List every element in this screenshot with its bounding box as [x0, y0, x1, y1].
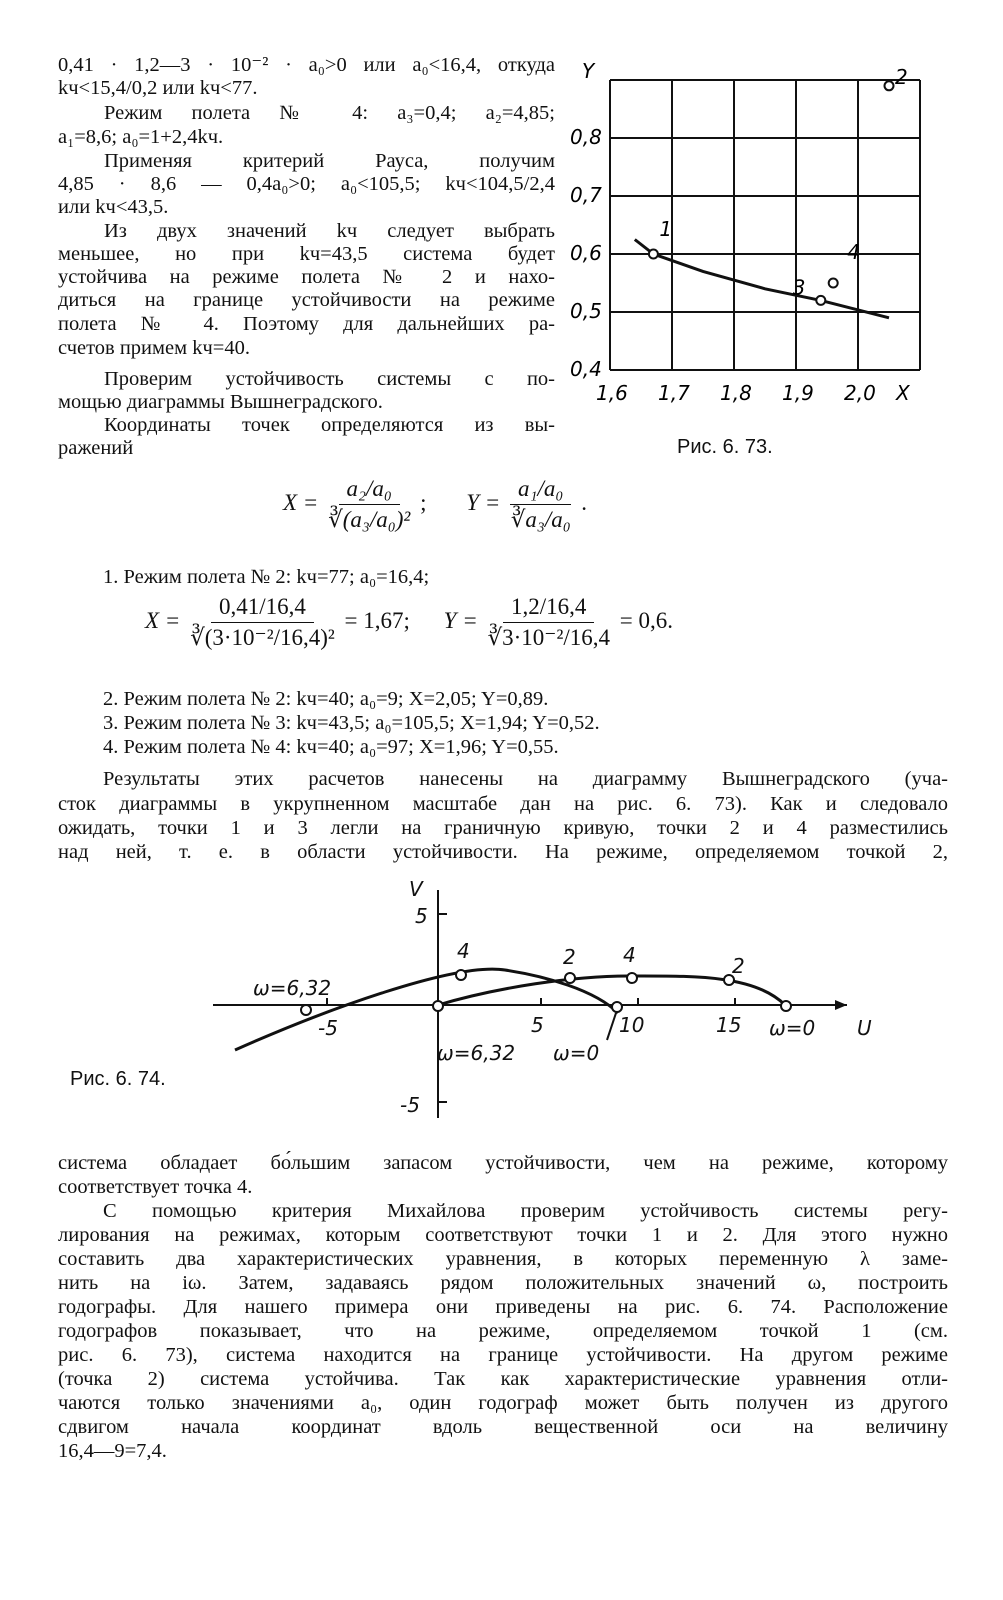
x-axis-label: X — [896, 381, 910, 405]
fraction — [487, 594, 610, 651]
point-marker — [612, 1002, 622, 1012]
y-tick-label: 0,6 — [570, 241, 602, 265]
formula-x-lhs: X = — [283, 489, 319, 515]
text-line: ражений — [58, 437, 134, 459]
x-result: = 1,67; — [344, 607, 410, 633]
figure-caption-6-74: Рис. 6. 74. — [70, 1068, 166, 1090]
text-line: соответствует точка 4. — [58, 1176, 253, 1198]
text-line: составить два характеристических уравнения, в которых переменную λ заме- — [58, 1248, 948, 1270]
text-line: Режим полета № 4: a₃=0,4; a₂=4,85; — [104, 102, 555, 124]
text-line: Координаты точек определяются из вы- — [104, 414, 555, 436]
text-line: ожидать, точки 1 и 3 легли на граничную кривую, точки 2 и 4 разместились — [58, 817, 948, 839]
v-tick-label: 5 — [415, 904, 428, 928]
v-tick-label: -5 — [400, 1093, 420, 1117]
text-line: рис. 6. 73), система находится на границе устойчивости. На другом режиме — [58, 1344, 948, 1366]
text-line: нить на iω. Затем, задаваясь рядом положительных значений ω, построить — [58, 1272, 948, 1294]
u-tick-label: 15 — [716, 1013, 742, 1037]
y-axis-label: Y — [582, 59, 595, 83]
omega-label: ω=0 — [553, 1041, 600, 1065]
omega-label: ω=6,32 — [253, 976, 332, 1000]
formula-y-lhs: Y = — [443, 607, 478, 633]
numerator: 1,2/16,4 — [503, 594, 594, 623]
text-line: счетов примем kч=40. — [58, 337, 250, 359]
text-line: Результаты этих расчетов нанесены на диаграмму Вышнеградского (уча- — [103, 768, 948, 790]
omega-label: ω=6,32 — [437, 1041, 516, 1065]
text-line: 4,85 · 8,6 — 0,4a₀>0; a₀<105,5; kч<104,5/2,4 — [58, 173, 555, 195]
text-line: a₁=8,6; a₀=1+2,4kч. — [58, 126, 224, 148]
curve-label: 4 — [623, 943, 636, 967]
formula-x-lhs: X = — [145, 607, 181, 633]
curve-label: 4 — [457, 939, 470, 963]
text-line: полета № 4. Поэтому для дальнейших ра- — [58, 313, 555, 335]
point-marker — [781, 1001, 791, 1011]
point-label-2: 2 — [895, 64, 908, 89]
point-label-3: 3 — [792, 275, 806, 300]
text-line: Применяя критерий Рауса, получим — [104, 150, 555, 172]
y-result: = 0,6. — [619, 607, 673, 633]
text-line: годографы. Для нашего примера они приведены на рис. 6. 74. Расположение — [58, 1296, 948, 1318]
text-line: устойчива на режиме полета № 2 и нахо- — [58, 266, 555, 288]
x-tick-label: 2,0 — [844, 381, 876, 405]
period: . — [581, 489, 587, 515]
figure-caption-6-73: Рис. 6. 73. — [677, 436, 773, 458]
text-line: (точка 2) система устойчива. Так как характеристические уравнения отли- — [58, 1368, 948, 1390]
denominator: ∛3·10⁻²/16,4 — [487, 625, 610, 650]
fraction — [510, 476, 571, 533]
text-line: диться на границе устойчивости на режиме — [58, 289, 555, 311]
y-tick-label: 0,5 — [570, 299, 602, 323]
data-point-3 — [816, 296, 825, 305]
x-tick-label: 1,7 — [658, 381, 690, 405]
text-line: 16,4—9=7,4. — [58, 1440, 167, 1462]
point-marker — [627, 973, 637, 983]
case-line: 2. Режим полета № 2: kч=40; a₀=9; X=2,05; Y=0,89. — [103, 688, 549, 710]
case-1-title: 1. Режим полета № 2: kч=77; a₀=16,4; — [103, 566, 430, 588]
point-marker — [565, 973, 575, 983]
text-line: над ней, т. е. в области устойчивости. На режиме, определяемом точкой 2, — [58, 841, 948, 863]
x-tick-label: 1,9 — [782, 381, 814, 405]
point-marker — [456, 970, 466, 980]
v-axis-label: V — [409, 880, 423, 901]
y-tick-label: 0,4 — [570, 357, 602, 381]
pointer-line — [607, 1013, 616, 1040]
text-line: С помощью критерия Михайлова проверим устойчивость системы регу- — [103, 1200, 948, 1222]
grid — [610, 80, 920, 370]
u-axis-label: U — [857, 1016, 872, 1040]
u-tick-label: 5 — [531, 1013, 544, 1037]
text-line: kч<15,4/0,2 или kч<77. — [58, 77, 258, 99]
text-line: чаются только значениями a₀, один годограф может быть получен из другого — [58, 1392, 948, 1414]
text-line: система обладает бо́льшим запасом устойчивости, чем на режиме, которому — [58, 1152, 948, 1174]
formula-y-lhs: Y = — [466, 489, 501, 515]
x-tick-label: 1,8 — [720, 381, 752, 405]
point-label-1: 1 — [659, 217, 673, 241]
text-line: Из двух значений kч следует выбрать — [104, 220, 555, 242]
formula-xy — [283, 476, 587, 533]
tick-labels — [570, 125, 876, 405]
fraction — [190, 594, 335, 651]
point-marker — [301, 1005, 311, 1015]
numerator: a₁/a₀ — [510, 476, 571, 505]
case-line: 4. Режим полета № 4: kч=40; a₀=97; X=1,96; Y=0,55. — [103, 736, 559, 758]
figure-6-74 — [195, 880, 875, 1130]
y-tick-label: 0,7 — [570, 183, 602, 207]
u-tick-label: -5 — [318, 1016, 338, 1040]
data-point-2 — [885, 81, 894, 90]
x-tick-label: 1,6 — [596, 381, 628, 405]
text-line: Проверим устойчивость системы с по- — [104, 368, 555, 390]
formula-case-1 — [145, 594, 673, 651]
denominator: ∛(a₃/a₀)² — [328, 507, 411, 532]
figure-6-73 — [560, 50, 940, 460]
text-line: или kч<43,5. — [58, 196, 169, 218]
omega-label: ω=0 — [769, 1016, 816, 1040]
text-line: годографов показывает, что на режиме, определяемом точкой 1 (см. — [58, 1320, 948, 1342]
data-point-1 — [649, 250, 658, 259]
text-line: сдвигом начала координат вдоль вещественной оси на величину — [58, 1416, 948, 1438]
denominator: ∛(3·10⁻²/16,4)² — [190, 625, 335, 650]
numerator: a₂/a₀ — [339, 476, 400, 505]
curve-label: 2 — [563, 945, 576, 969]
fraction — [328, 476, 410, 533]
numerator: 0,41/16,4 — [211, 594, 314, 623]
separator: ; — [420, 489, 427, 515]
curve-label: 2 — [732, 954, 745, 978]
denominator: ∛a₃/a₀ — [510, 507, 571, 532]
data-point-4 — [829, 279, 838, 288]
text-line: лирования на режимах, которым соответствуют точки 1 и 2. Для этого нужно — [58, 1224, 948, 1246]
text-line: мощью диаграммы Вышнеградского. — [58, 391, 383, 413]
u-axis-arrow — [835, 1000, 847, 1010]
text-line: меньшее, но при kч=43,5 система будет — [58, 243, 555, 265]
text-line: 0,41 · 1,2—3 · 10⁻² · a₀>0 или a₀<16,4, откуда — [58, 54, 555, 76]
point-label-4: 4 — [847, 240, 860, 264]
case-line: 3. Режим полета № 3: kч=43,5; a₀=105,5; X=1,94; Y=0,52. — [103, 712, 600, 734]
point-marker — [433, 1001, 443, 1011]
text-line: сток диаграммы в укрупненном масштабе дан на рис. 6. 73). Как и следовало — [58, 793, 948, 815]
data-points — [649, 65, 908, 305]
y-tick-label: 0,8 — [570, 125, 602, 149]
u-tick-label: 10 — [619, 1013, 645, 1037]
